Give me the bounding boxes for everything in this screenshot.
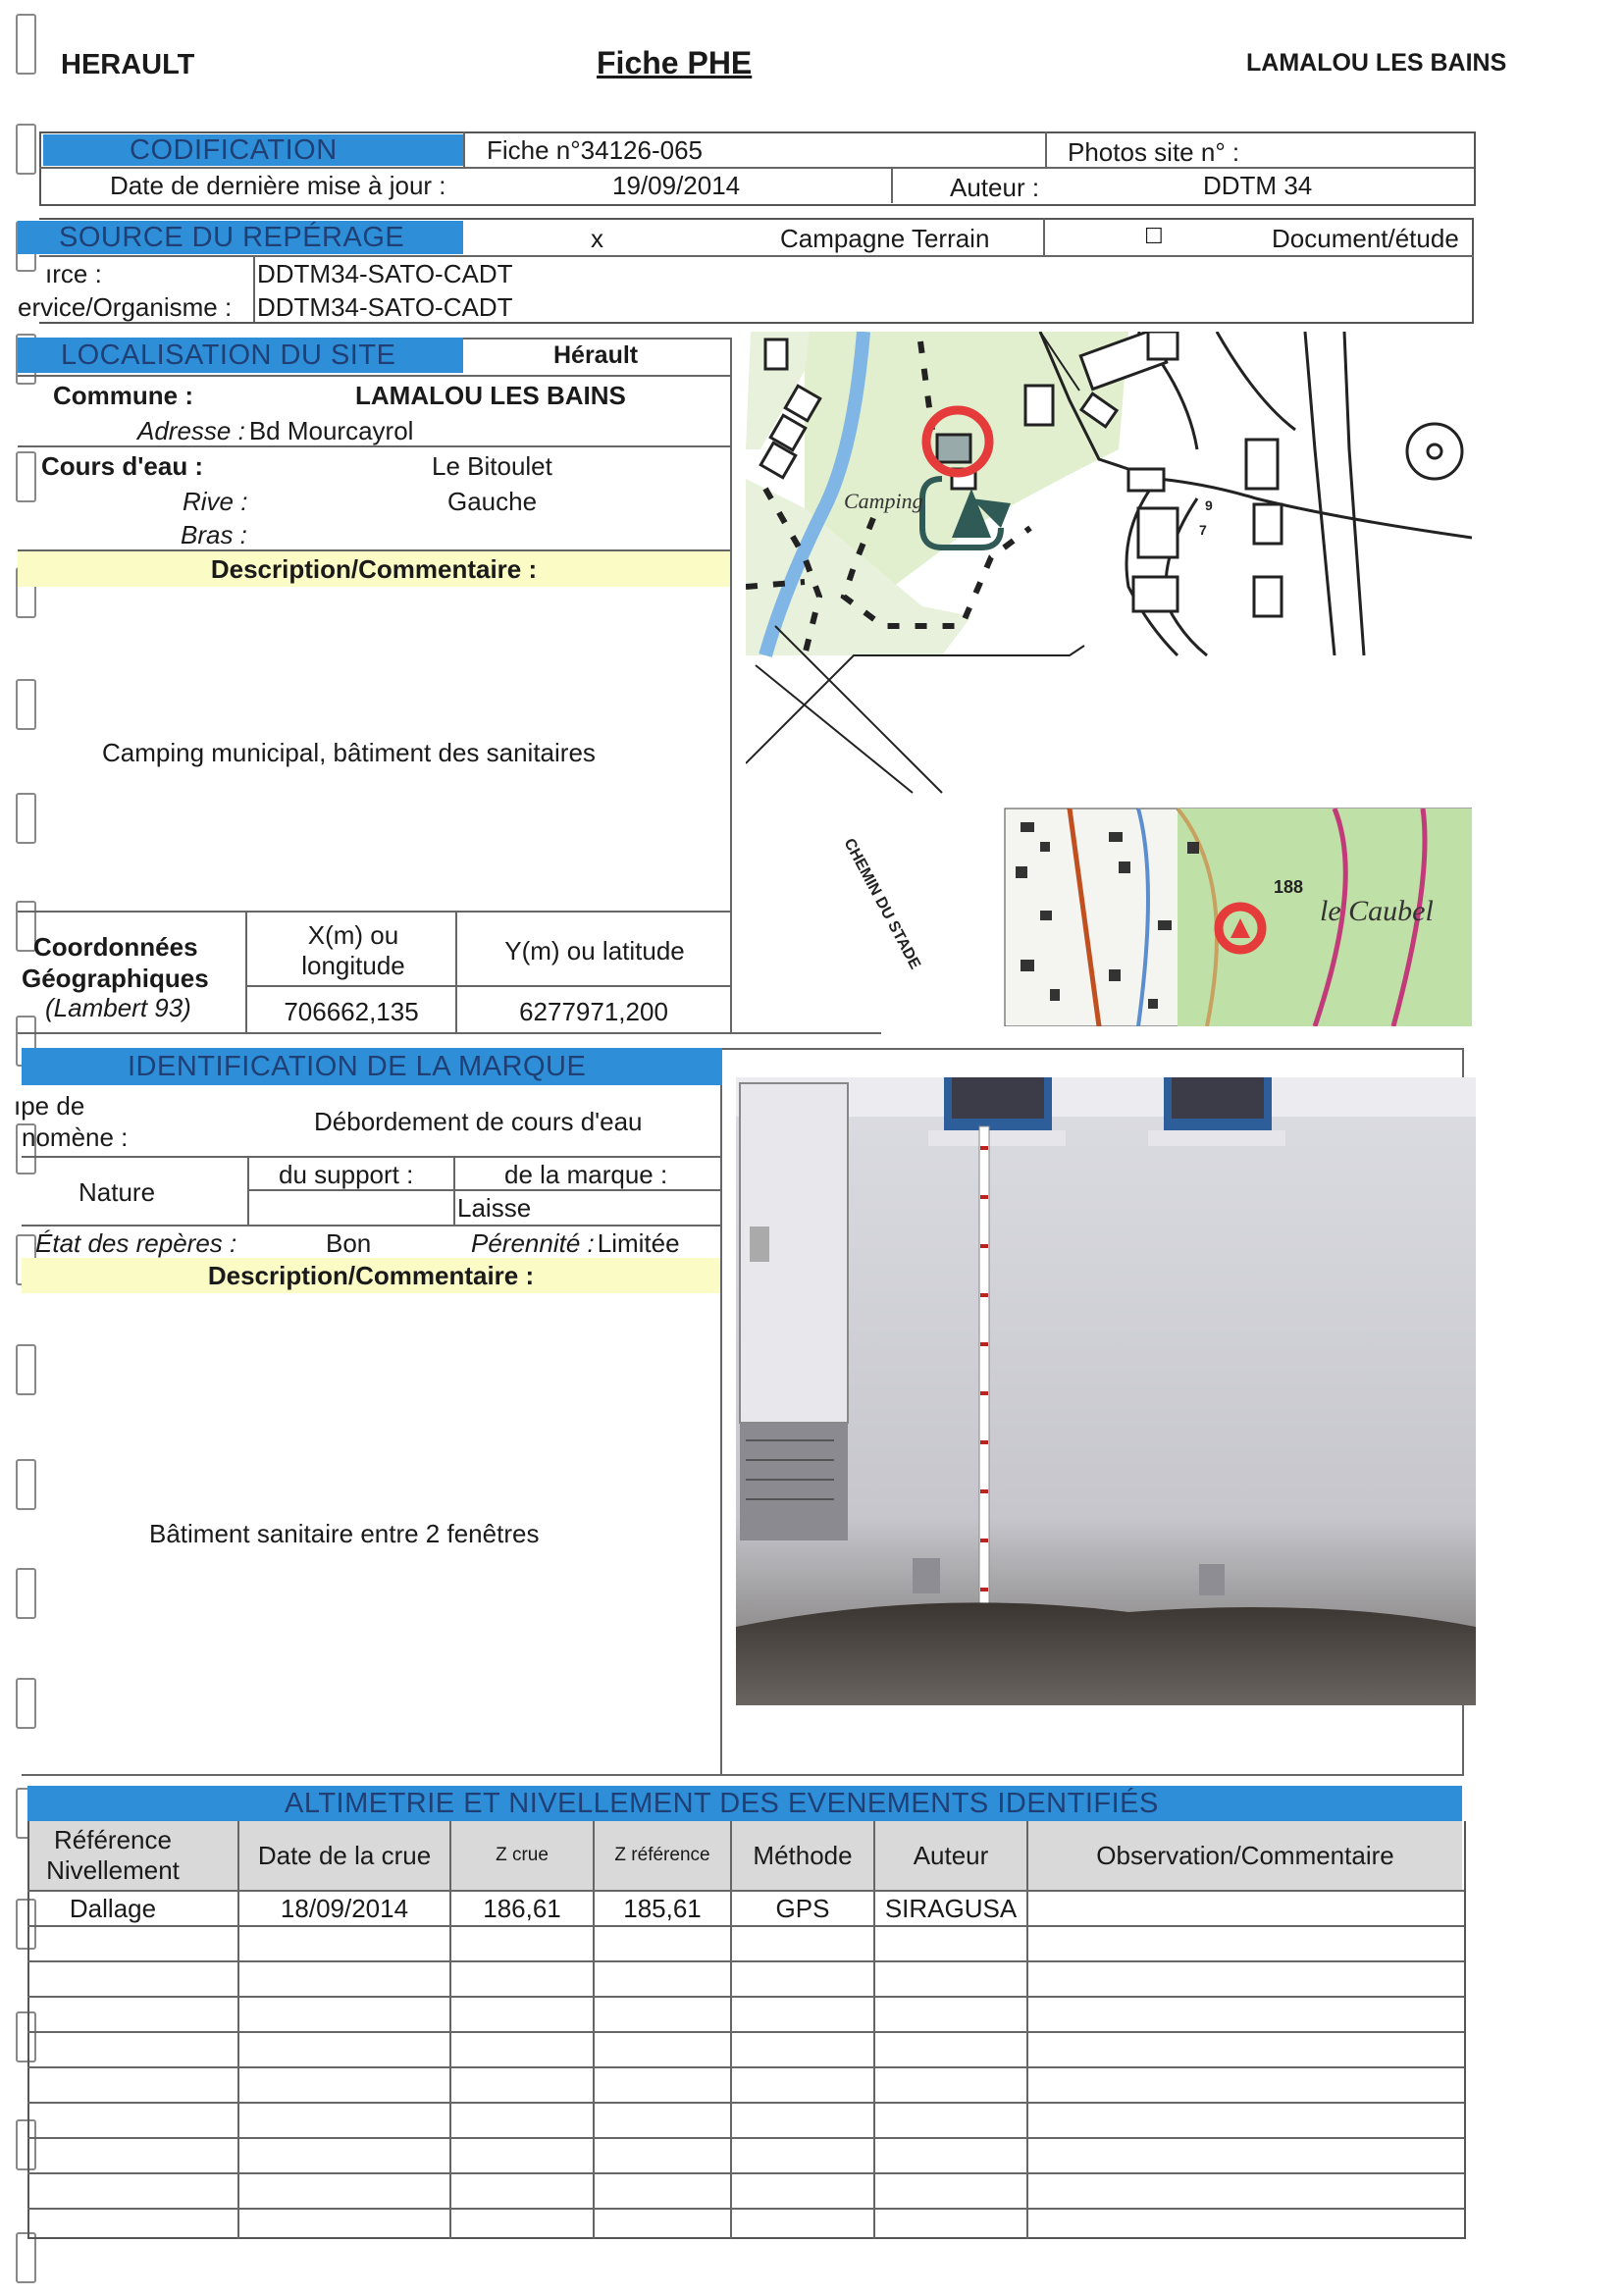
roundabout-center [1428, 444, 1441, 458]
divider [463, 131, 465, 168]
divider [253, 255, 255, 322]
divider [27, 2066, 1464, 2068]
section-identification: IDENTIFICATION DE LA MARQUE [22, 1048, 722, 1085]
divider [873, 1821, 875, 2239]
perennite-value: Limitée [597, 1228, 680, 1258]
table-cell-zcrue: 186,61 [483, 1894, 561, 1923]
road [1305, 332, 1335, 655]
binder-hole [16, 1459, 36, 1510]
type-label-1: ıpe de [14, 1091, 85, 1121]
map-label-188: 188 [1274, 877, 1304, 897]
date-label: Date de dernière mise à jour : [110, 171, 446, 200]
col-header-observation: Observation/Commentaire [1096, 1841, 1394, 1870]
map-label-caubel: le Caubel [1320, 895, 1434, 927]
localisation-comment-header: Description/Commentaire : [18, 551, 730, 587]
divider [1043, 218, 1045, 257]
divider [18, 911, 732, 913]
divider [27, 1890, 1464, 1892]
map-label-7: 7 [1199, 522, 1207, 538]
section-localisation: LOCALISATION DU SITE [18, 338, 463, 373]
perennite-label: Pérennité : [471, 1228, 595, 1258]
commune-header: LAMALOU LES BAINS [1246, 49, 1507, 77]
service-value: DDTM34-SATO-CADT [257, 292, 513, 322]
site-photo [736, 1077, 1476, 1705]
divider [22, 1156, 722, 1158]
type-label-2: nomène : [22, 1122, 129, 1152]
divider [27, 2137, 1464, 2139]
map-label-camping: Camping [844, 489, 923, 513]
etat-value: Bon [326, 1228, 372, 1258]
commune-value: LAMALOU LES BAINS [355, 381, 626, 410]
coord-label-3: (Lambert 93) [45, 993, 191, 1022]
type-value: Débordement de cours d'eau [314, 1107, 643, 1136]
y-value: 6277971,200 [519, 997, 668, 1026]
divider [449, 1821, 451, 2239]
divider [27, 2102, 1464, 2104]
commune-label: Commune : [53, 381, 193, 410]
divider [453, 1156, 455, 1226]
divider [27, 2172, 1464, 2174]
divider [27, 2208, 1464, 2210]
page-title: Fiche PHE [597, 45, 753, 80]
rive-label: Rive : [183, 487, 248, 516]
auteur-label: Auteur : [950, 173, 1040, 202]
service-label: ervice/Organisme : [18, 292, 233, 322]
map-drawing [746, 332, 1472, 1026]
source-label: ırce : [45, 259, 102, 288]
col-header-methode: Méthode [753, 1841, 853, 1870]
adresse-label-text: Adresse : [137, 416, 245, 445]
document-checkbox[interactable]: ☐ [1144, 224, 1164, 248]
bras-label: Bras : [181, 520, 247, 549]
divider [22, 1225, 722, 1226]
binder-hole [16, 451, 36, 502]
coord-label-1: Coordonnées [33, 932, 198, 962]
y-header: Y(m) ou latitude [504, 936, 685, 965]
table-cell-methode: GPS [775, 1894, 830, 1923]
support-label: du support : [279, 1160, 414, 1189]
document-label: Document/étude [1272, 224, 1459, 253]
x-value: 706662,135 [284, 997, 419, 1026]
marque-label: de la marque : [504, 1160, 668, 1189]
adresse-label [137, 416, 413, 446]
x-header: X(m) ou longitude [301, 920, 405, 980]
identification-comment-text: Bâtiment sanitaire entre 2 fenêtres [149, 1519, 540, 1548]
fiche-number: Fiche n°34126-065 [487, 135, 703, 165]
divider [39, 167, 1474, 169]
divider [27, 2031, 1464, 2033]
binder-hole [16, 793, 36, 844]
nature-label: Nature [79, 1177, 156, 1207]
road [1126, 479, 1178, 655]
region-label: Hérault [553, 341, 639, 369]
terrain-checkbox[interactable]: x [591, 224, 603, 253]
binder-hole [16, 1568, 36, 1619]
photos-label: Photos site n° : [1068, 137, 1240, 167]
divider [27, 1960, 1464, 1962]
adresse-value: Bd Mourcayrol [248, 416, 414, 445]
divider [245, 985, 732, 987]
section-altimetrie: ALTIMETRIE ET NIVELLEMENT DES EVENEMENTS IDENTIFIÉS [27, 1786, 1462, 1821]
divider [463, 338, 732, 339]
divider [593, 1821, 595, 2239]
col-header-zcrue: Z crue [496, 1845, 549, 1865]
divider [891, 167, 893, 203]
binder-hole [16, 1678, 36, 1729]
location-map [746, 332, 1472, 1026]
road [1217, 332, 1295, 430]
etat-label: État des repères : [35, 1228, 237, 1258]
col-header-reference: Référence Nivellement [46, 1825, 180, 1885]
divider [18, 375, 732, 377]
divider [730, 338, 732, 1034]
cours-value: Le Bitoulet [432, 451, 552, 481]
binder-hole [16, 679, 36, 730]
binder-hole [16, 1344, 36, 1395]
rive-value: Gauche [447, 487, 538, 516]
auteur-value: DDTM 34 [1203, 171, 1313, 200]
divider [237, 1821, 239, 2239]
divider [1026, 1821, 1028, 2239]
col-header-date: Date de la crue [257, 1841, 432, 1870]
map-label-9: 9 [1205, 497, 1213, 513]
department-label: HERAULT [61, 49, 195, 80]
road [1344, 332, 1364, 655]
source-value: DDTM34-SATO-CADT [257, 259, 513, 288]
divider [18, 445, 732, 447]
divider [22, 1774, 1464, 1776]
col-header-zref: Z référence [614, 1845, 710, 1865]
localisation-comment-text: Camping municipal, bâtiment des sanitaires [102, 738, 596, 767]
photo-drawing [736, 1077, 1476, 1705]
col-header-auteur: Auteur [913, 1841, 989, 1870]
topo-inset [1005, 809, 1472, 1026]
identification-comment-header: Description/Commentaire : [22, 1258, 720, 1293]
binder-hole [16, 124, 36, 175]
perennite-field [471, 1228, 680, 1259]
marque-value: Laisse [457, 1193, 532, 1223]
altimetrie-table [27, 1821, 1466, 2239]
divider [18, 1032, 881, 1034]
map-label-road: CHEMIN DU STADE [840, 835, 924, 972]
section-codification: CODIFICATION [43, 134, 463, 166]
terrain-label: Campagne Terrain [780, 224, 990, 253]
coord-label-2: Géographiques [22, 964, 209, 993]
divider [247, 1156, 249, 1226]
divider [1045, 131, 1047, 168]
table-cell-reference: Dallage [69, 1894, 157, 1923]
binder-hole [16, 2232, 36, 2283]
divider [27, 1925, 1464, 1927]
table-cell-zref: 185,61 [623, 1894, 702, 1923]
table-cell-date: 18/09/2014 [280, 1894, 409, 1923]
divider [27, 1996, 1464, 1998]
road [746, 646, 1084, 763]
binder-hole [16, 14, 36, 75]
date-value: 19/09/2014 [612, 171, 741, 200]
section-source: SOURCE DU REPÉRAGE [18, 221, 463, 254]
cours-label: Cours d'eau : [41, 451, 204, 481]
divider [722, 1048, 1464, 1050]
table-cell-auteur: SIRAGUSA [884, 1894, 1018, 1923]
divider [730, 1821, 732, 2239]
